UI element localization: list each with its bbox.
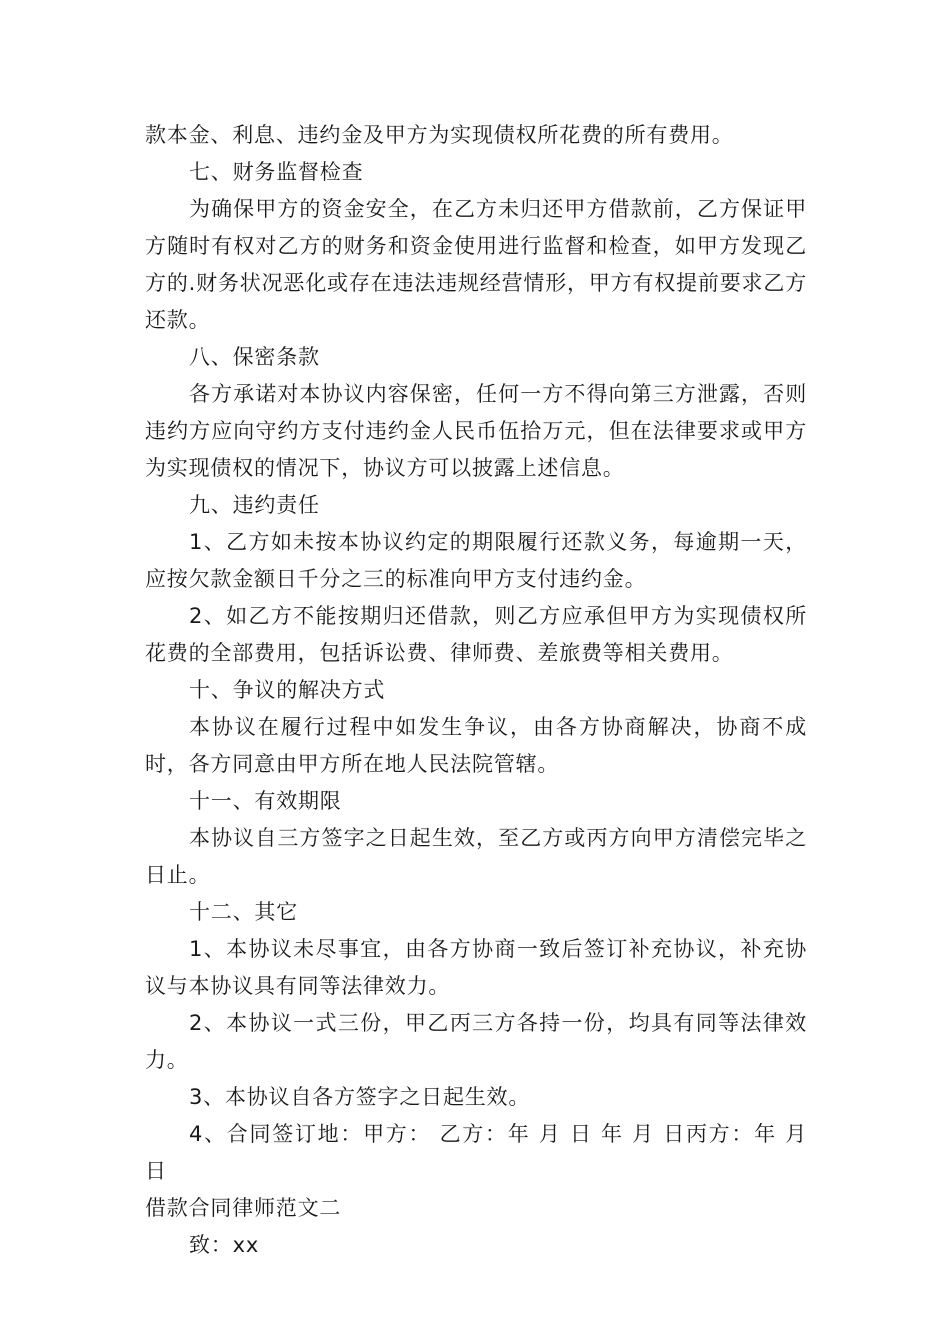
- paragraph-breach-1: 1、乙方如未按本协议约定的期限履行还款义务，每逾期一天，应按欠款金额日千分之三的标准向甲方支付违约金。: [145, 530, 807, 591]
- paragraph-confidentiality: 各方承诺对本协议内容保密，任何一方不得向第三方泄露，否则违约方应向守约方支付违约金人民币伍拾万元，但在法律要求或甲方为实现债权的情况下，协议方可以披露上述信息。: [145, 382, 807, 480]
- sample-title: 借款合同律师范文二: [145, 1196, 342, 1220]
- section-heading-12: 十二、其它: [189, 900, 298, 924]
- paragraph-other-1: 1、本协议未尽事宜，由各方协商一致后签订补充协议，补充协议与本协议具有同等法律效力。: [145, 937, 807, 998]
- paragraph-breach-2: 2、如乙方不能按期归还借款，则乙方应承但甲方为实现债权所花费的全部费用，包括诉讼费、律师费、差旅费等相关费用。: [145, 604, 807, 665]
- paragraph-other-3: 3、本协议自各方签字之日起生效。: [189, 1085, 531, 1109]
- section-heading-7: 七、财务监督检查: [189, 160, 364, 184]
- paragraph-financial-supervision: 为确保甲方的资金安全，在乙方未归还甲方借款前，乙方保证甲方随时有权对乙方的财务和资金使用进行监督和检查，如甲方发现乙方的.财务状况恶化或存在违法违规经营情形，甲方有权提前要求乙方还款。: [145, 197, 807, 332]
- paragraph-dispute: 本协议在履行过程中如发生争议，由各方协商解决，协商不成时，各方同意由甲方所在地人民法院管辖。: [145, 715, 807, 776]
- section-heading-8: 八、保密条款: [189, 345, 320, 369]
- paragraph-continuation: 款本金、利息、违约金及甲方为实现债权所花费的所有费用。: [145, 123, 734, 147]
- section-heading-9: 九、违约责任: [189, 493, 320, 517]
- paragraph-other-4: 4、合同签订地：甲方： 乙方：年 月 日 年 月 日丙方：年 月 日: [145, 1122, 807, 1183]
- section-heading-10: 十、争议的解决方式: [189, 678, 386, 702]
- document-body: [145, 117, 807, 1264]
- paragraph-other-2: 2、本协议一式三份，甲乙丙三方各持一份，均具有同等法律效力。: [145, 1011, 807, 1072]
- paragraph-validity: 本协议自三方签字之日起生效，至乙方或丙方向甲方清偿完毕之日止。: [145, 826, 807, 887]
- salutation: 致：xx: [189, 1233, 260, 1257]
- section-heading-11: 十一、有效期限: [189, 789, 342, 813]
